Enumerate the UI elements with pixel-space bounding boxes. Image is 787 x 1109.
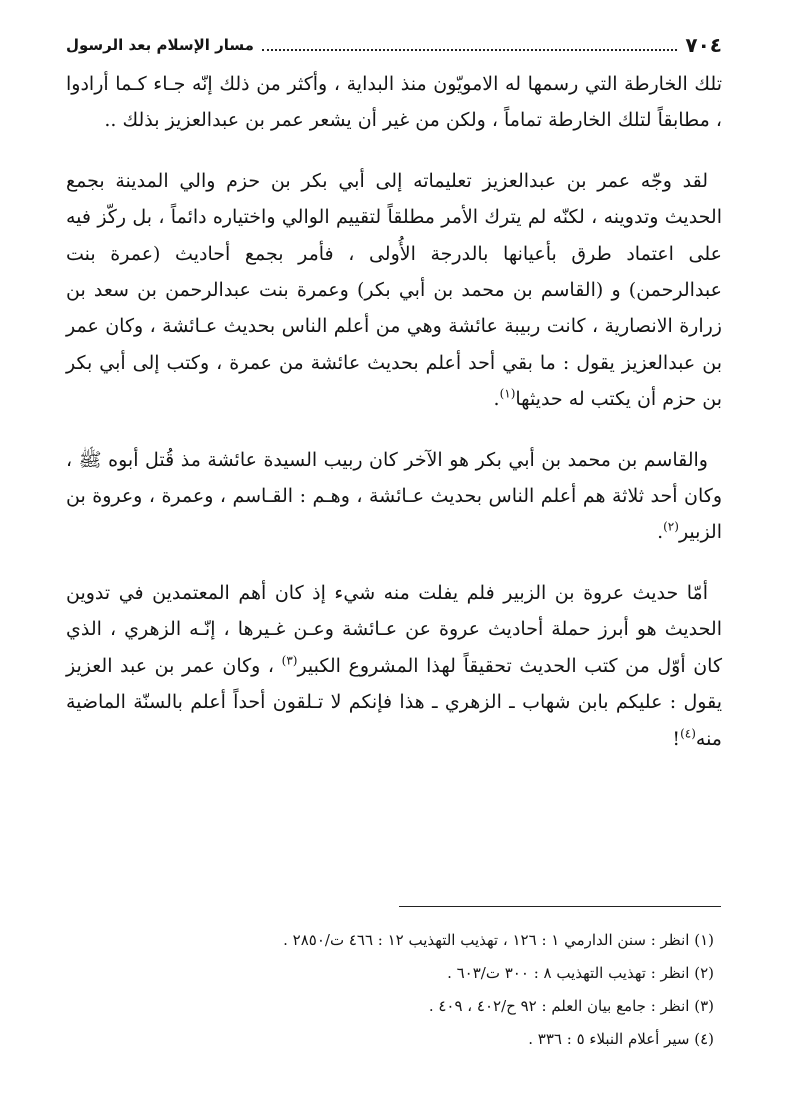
footnote-4: (٤) سير أعلام النبلاء ٥ : ٣٣٦ . [528, 1030, 714, 1048]
paragraph-text: والقاسم بن محمد بن أبي بكر هو الآخر كان ربيب السيدة عائشة مذ قُتل أبوه ﷺ ، وكان أحد ثلاثة هم أعلم الناس بحديث عـائشة ، وهـم : القـاسم ، وعمرة ، وعروة بن الزبير [66, 448, 722, 544]
paragraph-text: لقد وجّه عمر بن عبدالعزيز تعليماته إلى أبي بكر بن حزم والي المدينة بجمع الحديث وتدوينه ، لكنّه لم يترك الأمر مطلقاً لتقييم الوالي واختياره دائماً ، بل ركّز فيه على اعتماد طرق بأعيانها بالدرجة الأُولى ، فأمر بجمع أحاديث (عمرة بنت عبدالرحمن) و (القاسم بن محمد بن أبي بكر) وعمرة بنت عبدالرحمن بن سعد بن زرارة الانصارية ، كانت ربيبة عائشة وهي من أعلم الناس بحديث عـائشة ، وكان عمر بن عبدالعزيز يقول : ما بقي أحد أعلم بحديث عائشة من عمرة ، وكتب إلى أبي بكر بن حزم أن يكتب له حديثها [66, 169, 722, 411]
page-number: ٧٠٤ [685, 33, 722, 57]
running-title: مسار الإسلام بعد الرسول [66, 36, 254, 54]
paragraph-text: تلك الخارطة التي رسمها له الامويّون منذ البداية ، وأكثر من ذلك إنّه جـاء كـما أرادوا ، مطابقاً لتلك الخارطة تماماً ، ولكن من غير أن يشعر عمر بن عبدالعزيز بذلك .. [66, 73, 722, 132]
paragraph-4 [66, 575, 722, 757]
footnote-reference-1[interactable]: (١) [499, 386, 516, 401]
paragraph-text-continued: ، وكان عمر بن عبد العزيز يقول : عليكم بابن شهاب ـ الزهري ـ هذا فإنكم لا تـلقون أحداً أعلم بالسنّة الماضية منه [66, 654, 722, 750]
footnotes [66, 924, 714, 1056]
footnote-reference-4[interactable]: (٤) [680, 726, 696, 741]
footnote-1: (١) انظر : سنن الدارمي ١ : ١٢٦ ، تهذيب التهذيب ١٢ : ٤٦٦ ت/٢٨٥٠ . [283, 931, 714, 949]
footnote-separator [399, 906, 721, 907]
footnote-reference-2[interactable]: (٢) [663, 520, 679, 535]
paragraph-end: ! [672, 727, 681, 750]
page-header [66, 30, 722, 56]
main-text [66, 66, 722, 781]
paragraph-3 [66, 442, 722, 551]
footnote-3: (٣) انظر : جامع بيان العلم : ٩٢ ح/٤٠٢ ، ٤٠٩ . [428, 997, 714, 1015]
footnote-reference-3[interactable]: (٣) [281, 653, 298, 668]
paragraph-end: . [493, 388, 500, 411]
paragraph-text: أمّا حديث عروة بن الزبير فلم يفلت منه شيء إذ كان أهم المعتمدين في تدوين الحديث هو أبرز حملة أحاديث عروة عن عـائشة وعـن غـيرها ، إنّـه الزهري ، الذي كان أوّل من كتب الحديث تحقيقاً لهذا المشروع الكبير [66, 581, 722, 677]
paragraph-end: . [657, 521, 664, 544]
paragraph-2 [66, 163, 722, 418]
footnote-2: (٢) انظر : تهذيب التهذيب ٨ : ٣٠٠ ت/٦٠٣ . [447, 964, 714, 982]
header-dotted-leader [262, 49, 677, 51]
paragraph-1 [66, 66, 722, 139]
